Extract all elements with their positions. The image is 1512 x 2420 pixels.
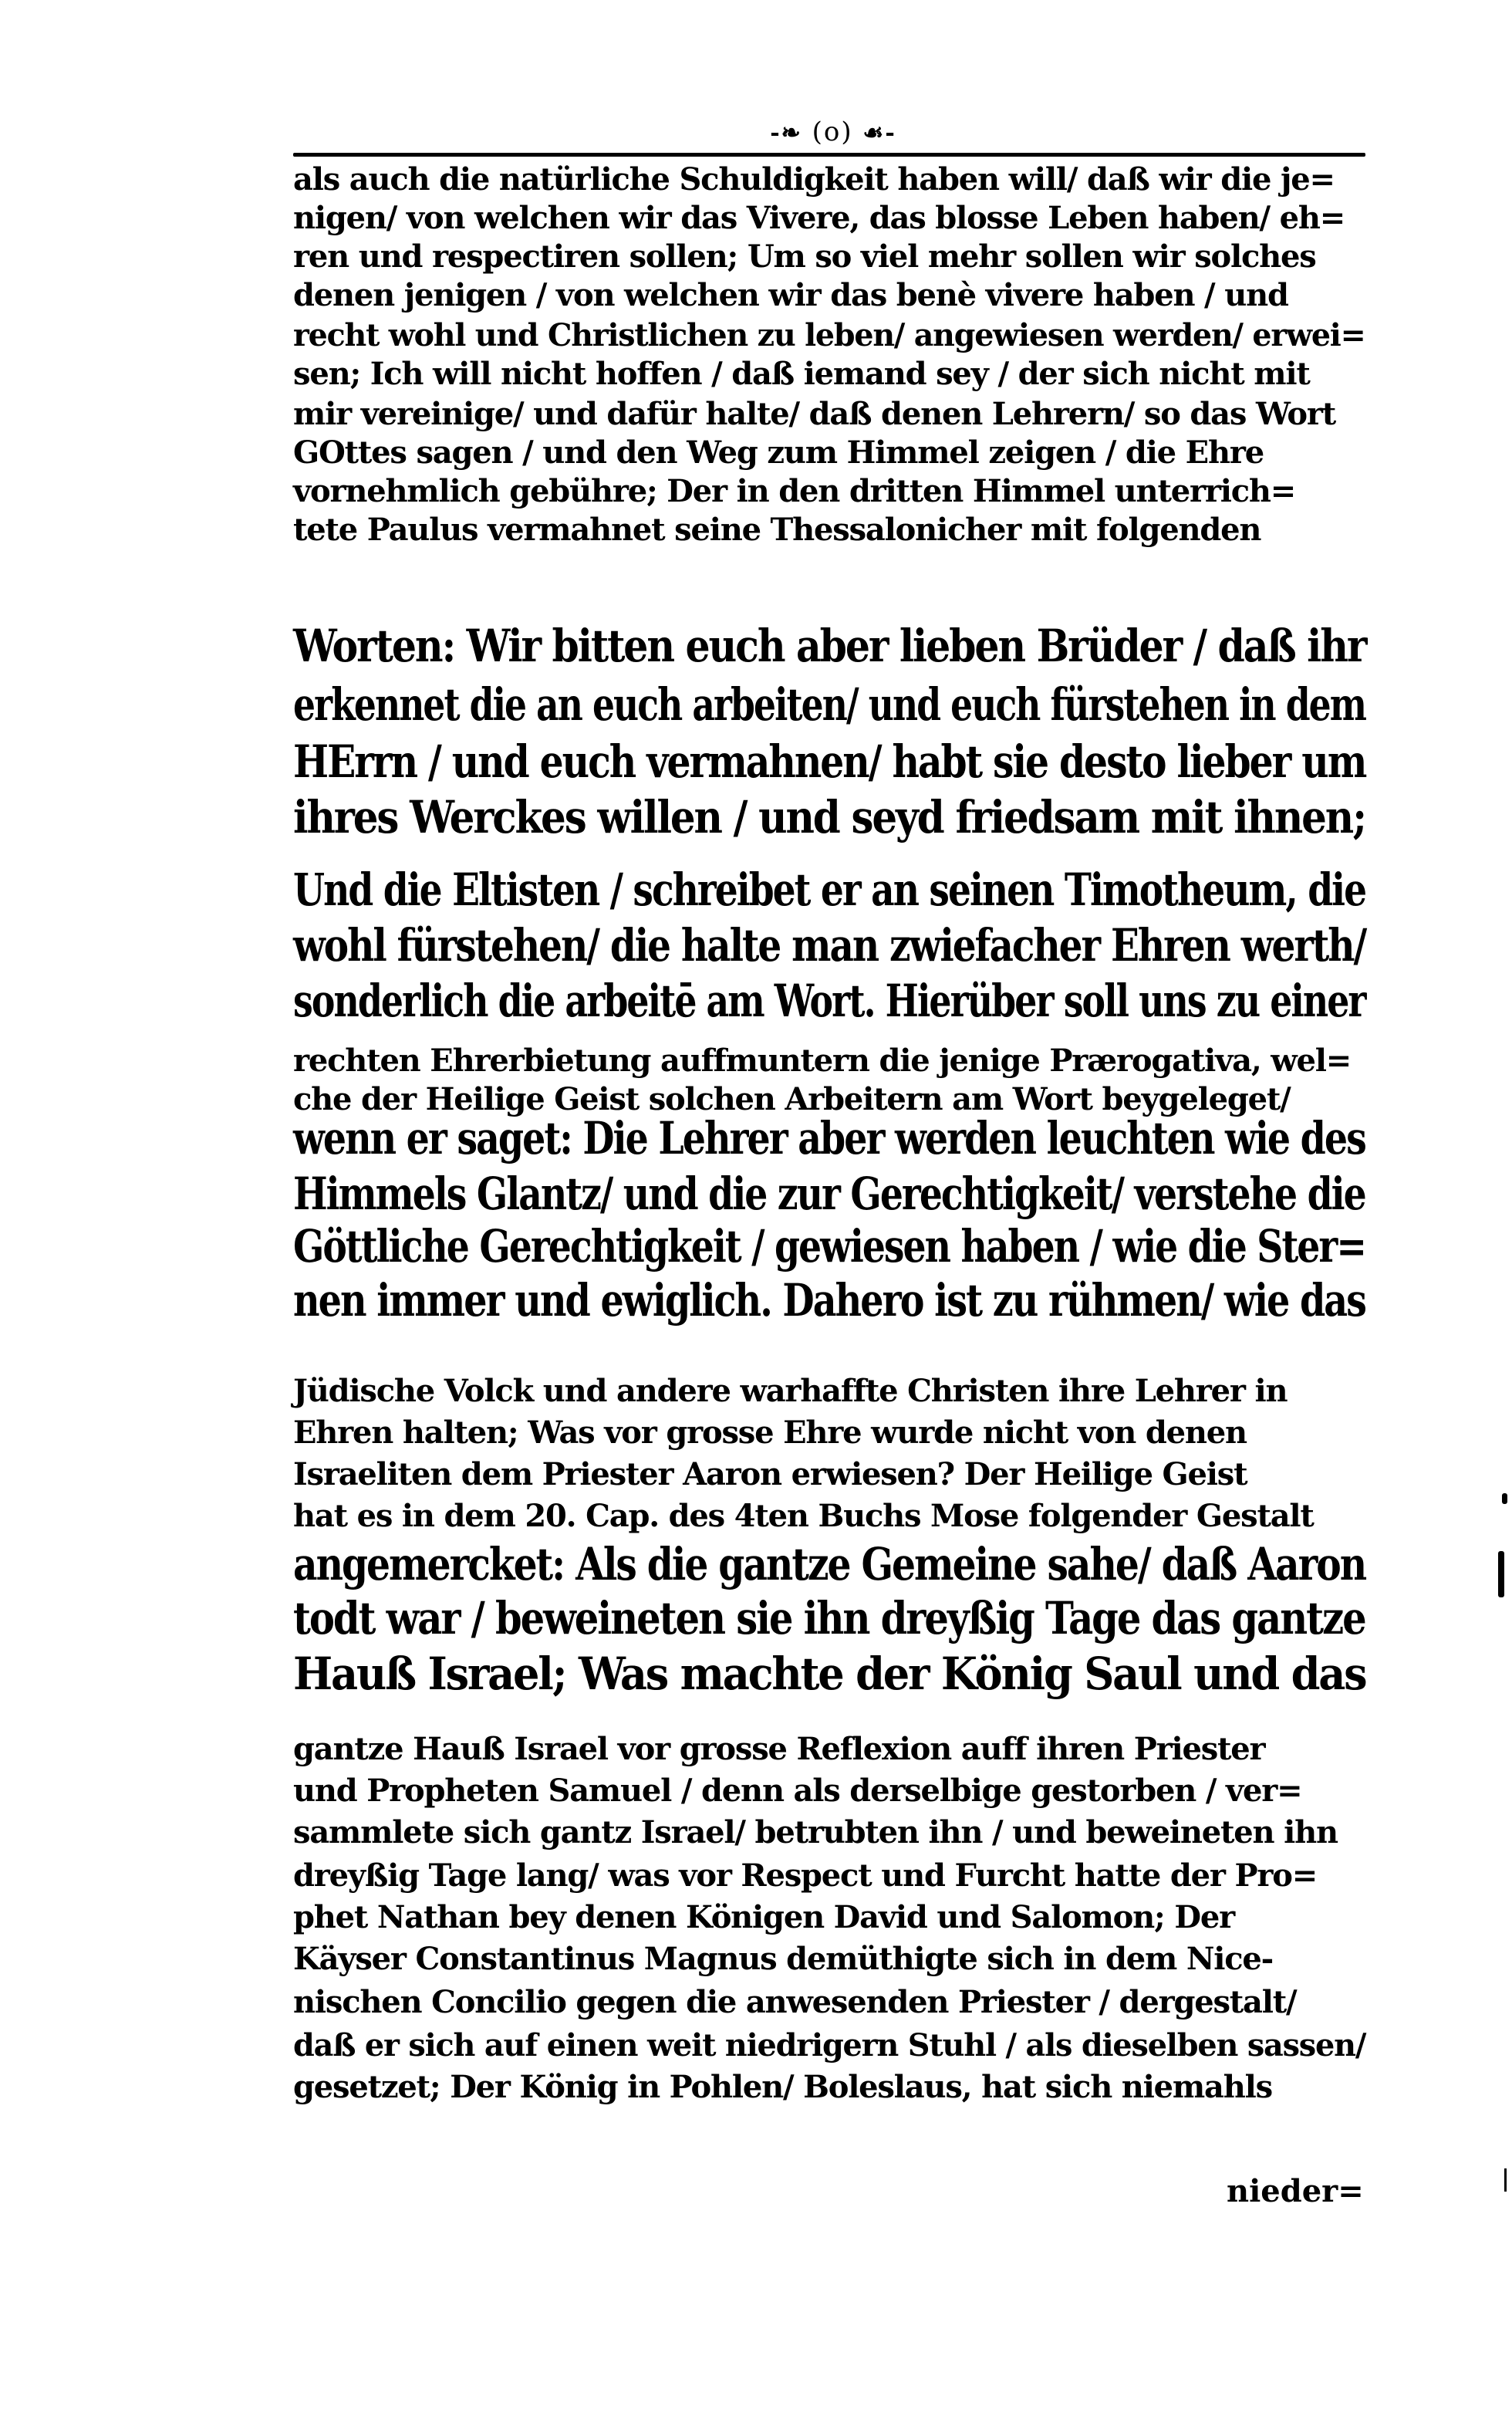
header-rule <box>293 153 1365 157</box>
text-line: gesetzet; Der König in Pohlen/ Boleslaus, hat sich niemahls <box>293 2069 1272 2105</box>
text-line: und Propheten Samuel / denn als derselbige gestorben / ver= <box>293 1773 1302 1809</box>
text-line: Ehren halten; Was vor grosse Ehre wurde nicht von denen <box>293 1414 1247 1451</box>
scan-speck <box>1502 1493 1507 1504</box>
text-line-emphasis: Himmels Glantz/ und die zur Gerechtigkeit/ verstehe die <box>293 1168 1365 1220</box>
text-line: Israeliten dem Priester Aaron erwiesen? Der Heilige Geist <box>293 1456 1247 1492</box>
text-line-emphasis: Worten: Wir bitten euch aber lieben Brüder / daß ihr <box>293 620 1366 672</box>
text-line: nigen/ von welchen wir das Vivere, das blosse Leben haben/ eh= <box>293 200 1345 236</box>
text-line-emphasis: angemercket: Als die gantze Gemeine sahe/ daß Aaron <box>293 1538 1366 1590</box>
text-line-emphasis: nen immer und ewiglich. Dahero ist zu rühmen/ wie das <box>293 1274 1366 1327</box>
text-line: sen; Ich will nicht hoffen / daß iemand sey / der sich nicht mit <box>293 356 1310 392</box>
text-line: che der Heilige Geist solchen Arbeitern am Wort beygeleget/ <box>293 1081 1291 1117</box>
text-line: als auch die natürliche Schuldigkeit haben will/ daß wir die je= <box>293 161 1335 198</box>
scan-speck <box>1504 2168 1507 2192</box>
text-line-emphasis: HErrn / und euch vermahnen/ habt sie desto lieber um <box>293 735 1366 788</box>
text-line: GOttes sagen / und den Weg zum Himmel zeigen / die Ehre <box>293 434 1264 471</box>
text-line-emphasis: wohl fürstehen/ die halte man zwiefacher Ehren werth/ <box>293 919 1366 972</box>
text-line: Jüdische Volck und andere warhaffte Christen ihre Lehrer in <box>293 1373 1288 1409</box>
text-line-emphasis: Und die Eltisten / schreibet er an seinen Timotheum, die <box>293 864 1366 916</box>
text-line: gantze Hauß Israel vor grosse Reflexion auff ihren Priester <box>293 1731 1265 1767</box>
page-header <box>694 114 972 150</box>
page-number: (o) <box>812 117 853 147</box>
text-line: recht wohl und Christlichen zu leben/ angewiesen werden/ erwei= <box>293 317 1365 353</box>
text-line-emphasis: ihres Werckes willen / und seyd friedsam mit ihnen; <box>293 791 1366 843</box>
ornament-left-icon: -❧ <box>770 120 802 147</box>
text-line-emphasis: sonderlich die arbeitē am Wort. Hierüber soll uns zu einer <box>293 975 1365 1027</box>
text-line-emphasis: Göttliche Gerechtigkeit / gewiesen haben / wie die Ster= <box>293 1220 1365 1273</box>
text-line: vornehmlich gebühre; Der in den dritten Himmel unterrich= <box>293 473 1296 509</box>
text-line-emphasis: Hauß Israel; Was machte der König Saul und das <box>293 1648 1366 1700</box>
text-line: dreyßig Tage lang/ was vor Respect und Furcht hatte der Pro= <box>293 1857 1318 1894</box>
text-line: ren und respectiren sollen; Um so viel mehr sollen wir solches <box>293 238 1316 275</box>
text-line: mir vereinige/ und dafür halte/ daß denen Lehrern/ so das Wort <box>293 396 1336 432</box>
text-line: hat es in dem 20. Cap. des 4ten Buchs Mose folgender Gestalt <box>293 1498 1314 1534</box>
text-line: Käyser Constantinus Magnus demüthigte sich in dem Nice- <box>293 1941 1274 1977</box>
scan-speck <box>1498 1551 1504 1597</box>
text-line: sammlete sich gantz Israel/ betrubten ihn / und beweineten ihn <box>293 1814 1338 1850</box>
text-line-emphasis: erkennet die an euch arbeiten/ und euch fürstehen in dem <box>293 678 1366 731</box>
text-line: tete Paulus vermahnet seine Thessalonicher mit folgenden <box>293 512 1261 548</box>
text-line-emphasis: wenn er saget: Die Lehrer aber werden leuchten wie des <box>293 1112 1365 1164</box>
catchword: nieder= <box>1227 2173 1364 2209</box>
text-line: nischen Concilio gegen die anwesenden Priester / dergestalt/ <box>293 1984 1297 2020</box>
text-line: daß er sich auf einen weit niedrigern Stuhl / als dieselben sassen/ <box>293 2027 1366 2063</box>
ornament-right-icon: ☙- <box>862 120 896 147</box>
text-line: denen jenigen / von welchen wir das benè vivere haben / und <box>293 277 1288 313</box>
text-line: rechten Ehrerbietung auffmuntern die jenige Prærogativa, wel= <box>293 1043 1352 1079</box>
text-line: phet Nathan bey denen Königen David und Salomon; Der <box>293 1899 1234 1935</box>
text-line-emphasis: todt war / beweineten sie ihn dreyßig Tage das gantze <box>293 1592 1365 1644</box>
